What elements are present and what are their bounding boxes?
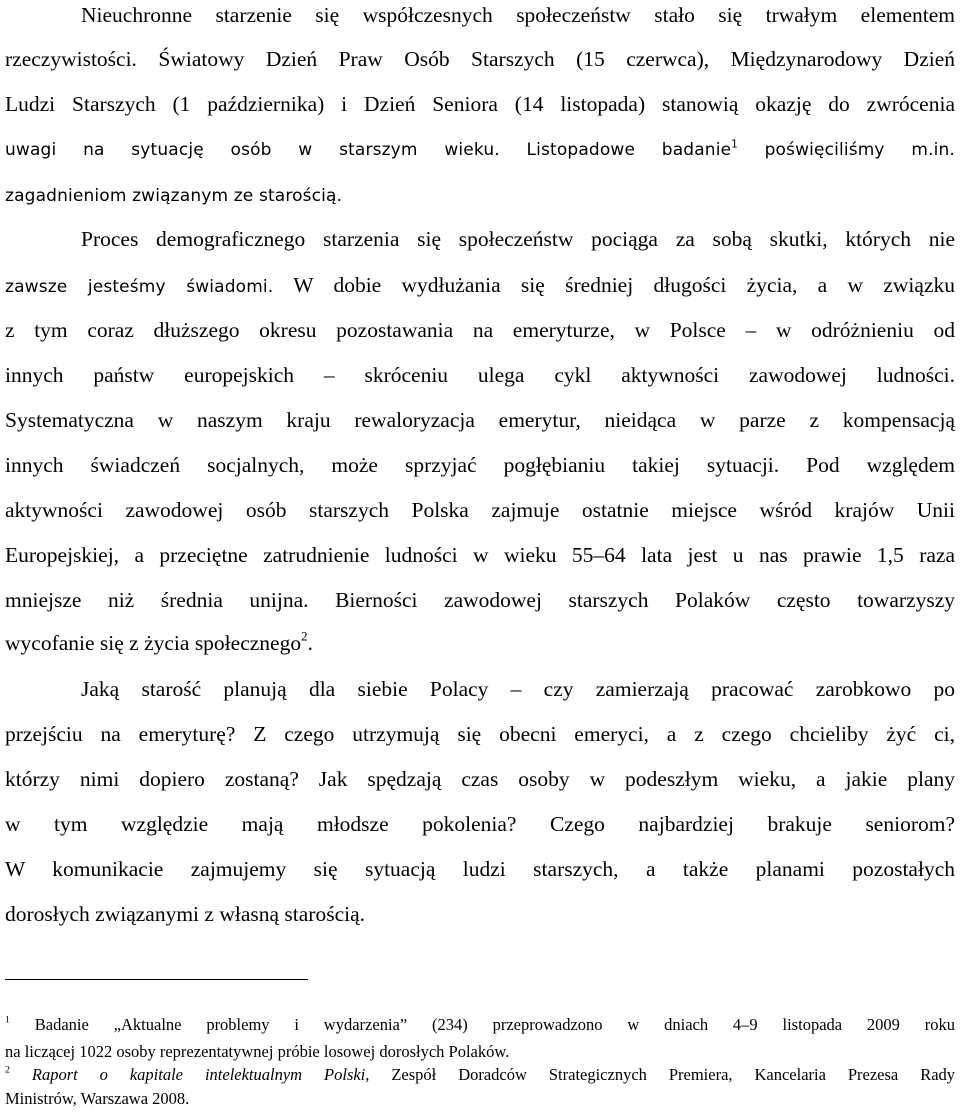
footnote-title: Raport o kapitale intelektualnym Polski — [31, 1065, 366, 1084]
text-line: Ludzi Starszych (1 października) i Dzień Seniora (14 listopada) stanowią okazję do zwrócenia — [5, 92, 955, 116]
text-line: którzy nimi dopiero zostaną? Jak spędzają czas osoby w podeszłym wieku, a jakie plany — [5, 767, 955, 791]
footnote-2 — [5, 1064, 955, 1086]
text-line — [5, 272, 955, 300]
text-line: zagadnieniom związanym ze starością. — [5, 186, 343, 206]
footnote-text: Badanie „Aktualne problemy i wydarzenia” (234) przeprowadzono w dniach 4–9 listopada 2009 roku — [34, 1015, 956, 1034]
text-line: mniejsze niż średnia unijna. Bierności zawodowej starszych Polaków często towarzyszy — [5, 588, 955, 612]
text-line: W komunikacie zajmujemy się sytuacją ludzi starszych, a także planami pozostałych — [5, 857, 955, 881]
text-line: w tym względzie mają młodsze pokolenia? Czego najbardziej brakuje seniorom? — [5, 812, 955, 836]
text-line: innych państw europejskich – skróceniu ulega cykl aktywności zawodowej ludności. — [5, 363, 955, 387]
footnote-text: , Zespół Doradców Strategicznych Premiera, Kancelaria Prezesa Rady — [365, 1065, 956, 1084]
footnote-1 — [5, 1014, 955, 1036]
footnote-mark: 2 — [5, 1064, 10, 1076]
text-segment: wycofanie się z życia społecznego — [5, 631, 302, 655]
text-line: Nieuchronne starzenie się współczesnych społeczeństw stało się trwałym elementem — [81, 3, 955, 27]
footnote-2-continued: Ministrów, Warszawa 2008. — [5, 1089, 190, 1108]
text-line: Systematyczna w naszym kraju rewaloryzacja emerytur, nieidąca w parze z kompensacją — [5, 408, 955, 432]
text-segment: . — [307, 631, 313, 655]
text-line — [5, 630, 955, 656]
footnote-separator — [5, 979, 308, 980]
text-line: z tym coraz dłuższego okresu pozostawania na emeryturze, w Polsce – w odróżnieniu od — [5, 318, 955, 342]
text-segment: W dobie wydłużania się średniej długości życia, a w związku — [273, 273, 955, 297]
text-line: Europejskiej, a przeciętne zatrudnienie ludności w wieku 55–64 lata jest u nas prawie 1,5 raza — [5, 543, 955, 567]
text-line: Jaką starość planują dla siebie Polacy – czy zamierzają pracować zarobkowo po — [81, 677, 955, 701]
text-line: aktywności zawodowej osób starszych Polska zajmuje ostatnie miejsce wśród krajów Unii — [5, 498, 955, 522]
text-segment: poświęciliśmy m.in. — [737, 140, 955, 160]
text-segment: zawsze jesteśmy świadomi. — [5, 277, 274, 297]
text-line: dorosłych związanymi z własną starością. — [5, 902, 365, 926]
text-line: Proces demograficznego starzenia się społeczeństw pociąga za sobą skutki, których nie — [81, 227, 955, 251]
footnote-ref-1: 1 — [731, 139, 738, 151]
footnote-1-continued: na liczącej 1022 osoby reprezentatywnej próbie losowej dorosłych Polaków. — [5, 1042, 510, 1061]
footnote-ref-2: 2 — [301, 629, 308, 644]
text-line: innych świadczeń socjalnych, może sprzyjać pogłębianiu takiej sytuacji. Pod względem — [5, 453, 955, 477]
footnote-mark: 1 — [5, 1014, 10, 1026]
text-segment: uwagi na sytuację osób w starszym wieku. Listopadowe badanie — [5, 140, 732, 160]
text-line — [5, 137, 955, 163]
text-line: rzeczywistości. Światowy Dzień Praw Osób Starszych (15 czerwca), Międzynarodowy Dzień — [5, 47, 955, 71]
text-line: przejściu na emeryturę? Z czego utrzymują się obecni emeryci, a z czego chcieliby żyć ci, — [5, 722, 955, 746]
